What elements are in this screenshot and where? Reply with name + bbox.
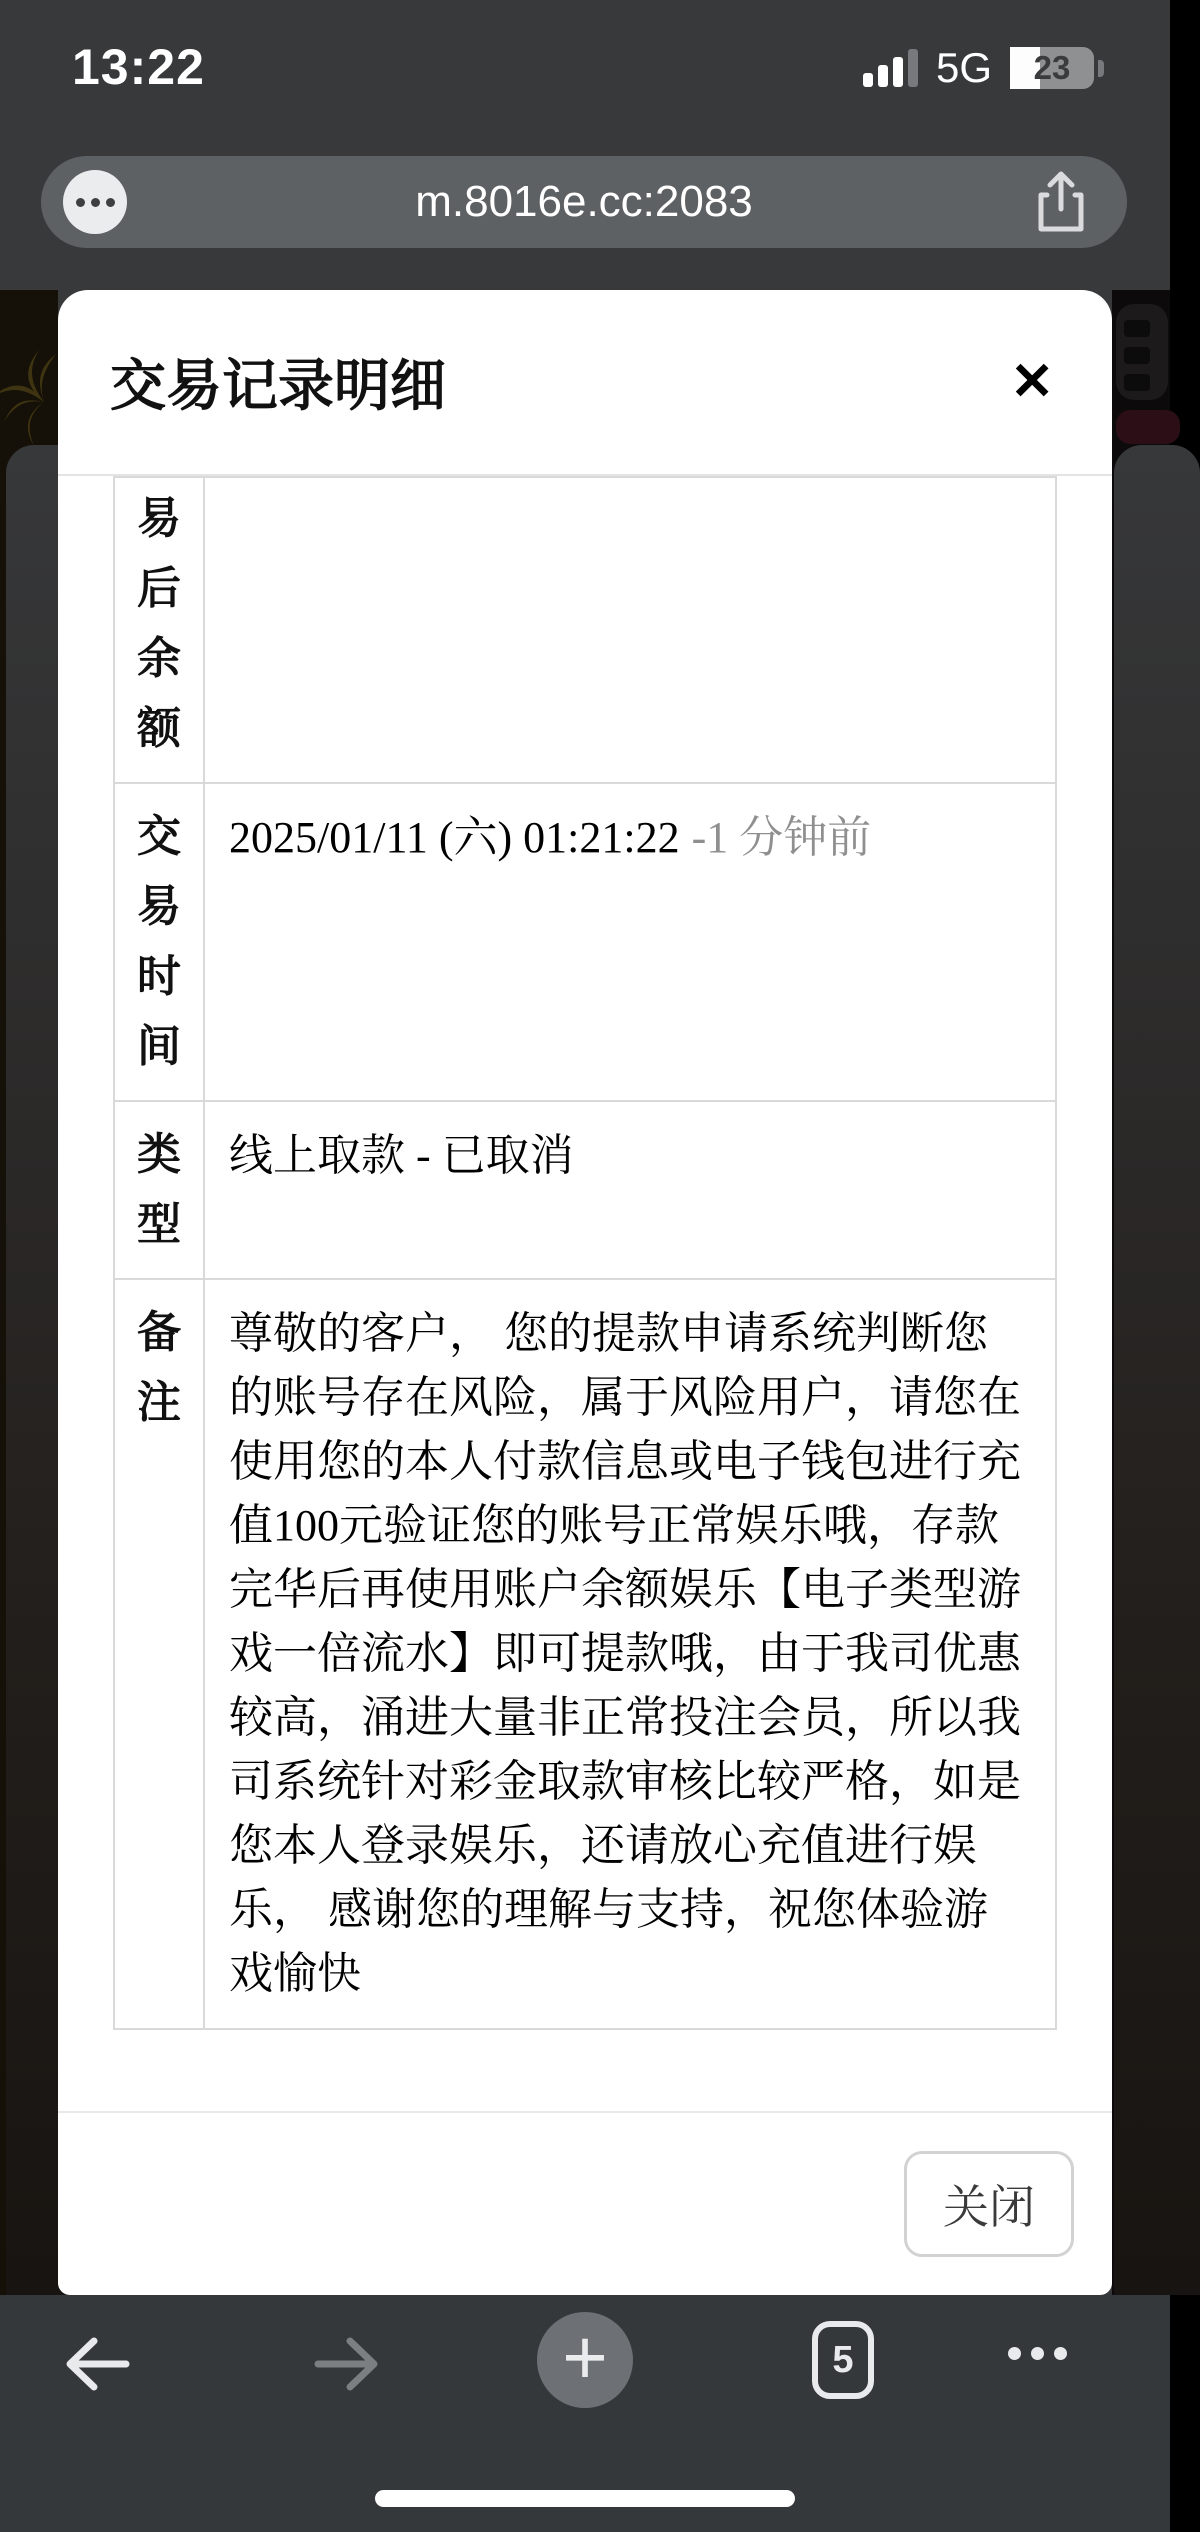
clock: 13:22 bbox=[72, 39, 205, 95]
url-text[interactable]: m.8016e.cc:2083 bbox=[415, 177, 753, 226]
transaction-detail-modal bbox=[58, 290, 1112, 2295]
row-value-balance-after bbox=[204, 477, 1056, 783]
dimmed-card-right bbox=[1114, 445, 1200, 2295]
forward-icon[interactable] bbox=[312, 2333, 382, 2395]
back-icon[interactable] bbox=[62, 2333, 132, 2395]
status-icons bbox=[863, 44, 1104, 92]
row-label-remark: 备注 bbox=[114, 1279, 204, 2029]
table-row bbox=[114, 1279, 1056, 2029]
modal-footer bbox=[58, 2111, 1112, 2295]
row-label-balance-after: 易后余额 bbox=[114, 477, 204, 783]
share-icon[interactable] bbox=[1029, 170, 1093, 234]
tab-count: 5 bbox=[832, 2338, 854, 2381]
home-indicator[interactable] bbox=[375, 2490, 795, 2507]
transaction-timestamp: 2025/01/11 (六) 01:21:22 bbox=[229, 813, 680, 862]
close-icon[interactable]: ✕ bbox=[1010, 353, 1054, 411]
dimmed-menu-icon bbox=[1116, 304, 1168, 400]
modal-title: 交易记录明细 bbox=[110, 354, 446, 417]
transaction-detail-table bbox=[113, 476, 1057, 2030]
row-label-type: 类型 bbox=[114, 1101, 204, 1279]
table-row bbox=[114, 783, 1056, 1101]
new-tab-button[interactable]: + bbox=[537, 2312, 633, 2408]
browser-toolbar bbox=[0, 2295, 1170, 2532]
dimmed-page-left bbox=[0, 290, 58, 2295]
table-row bbox=[114, 477, 1056, 783]
row-value-type: 线上取款 - 已取消 bbox=[204, 1101, 1056, 1279]
tab-switcher-button[interactable] bbox=[812, 2321, 874, 2399]
relative-time: -1 分钟前 bbox=[691, 813, 872, 862]
dimmed-banner bbox=[1116, 410, 1180, 444]
table-row bbox=[114, 1101, 1056, 1279]
close-button[interactable]: 关闭 bbox=[904, 2151, 1074, 2257]
row-value-remark: 尊敬的客户， 您的提款申请系统判断您的账号存在风险，属于风险用户，请您在使用您的本人付款信息或电子钱包进行充值100元验证您的账号正常娱乐哦，存款完华后再使用账户余额娱乐【电子类型游戏一倍流水】即可提款哦，由于我司优惠较高，涌进大量非正常投注会员，所以我司系统针对彩金取款审核比较严格，如是您本人登录娱乐，还请放心充值进行娱乐， 感谢您的理解与支持，祝您体验游戏愉快 bbox=[204, 1279, 1056, 2029]
page-options-icon[interactable] bbox=[63, 170, 127, 234]
battery-nub bbox=[1098, 60, 1104, 77]
battery-percent: 23 bbox=[1033, 49, 1071, 86]
modal-header bbox=[58, 290, 1112, 474]
dimmed-page-right bbox=[1112, 290, 1170, 2295]
network-type-label: 5G bbox=[935, 44, 992, 91]
battery-icon bbox=[1010, 47, 1094, 89]
modal-body[interactable] bbox=[58, 474, 1112, 2111]
signal-strength-icon bbox=[863, 47, 918, 89]
more-options-icon[interactable] bbox=[1008, 2347, 1067, 2360]
row-value-transaction-time bbox=[204, 783, 1056, 1101]
row-label-transaction-time: 交易时间 bbox=[114, 783, 204, 1101]
address-bar[interactable] bbox=[41, 156, 1127, 248]
status-bar bbox=[0, 0, 1170, 130]
